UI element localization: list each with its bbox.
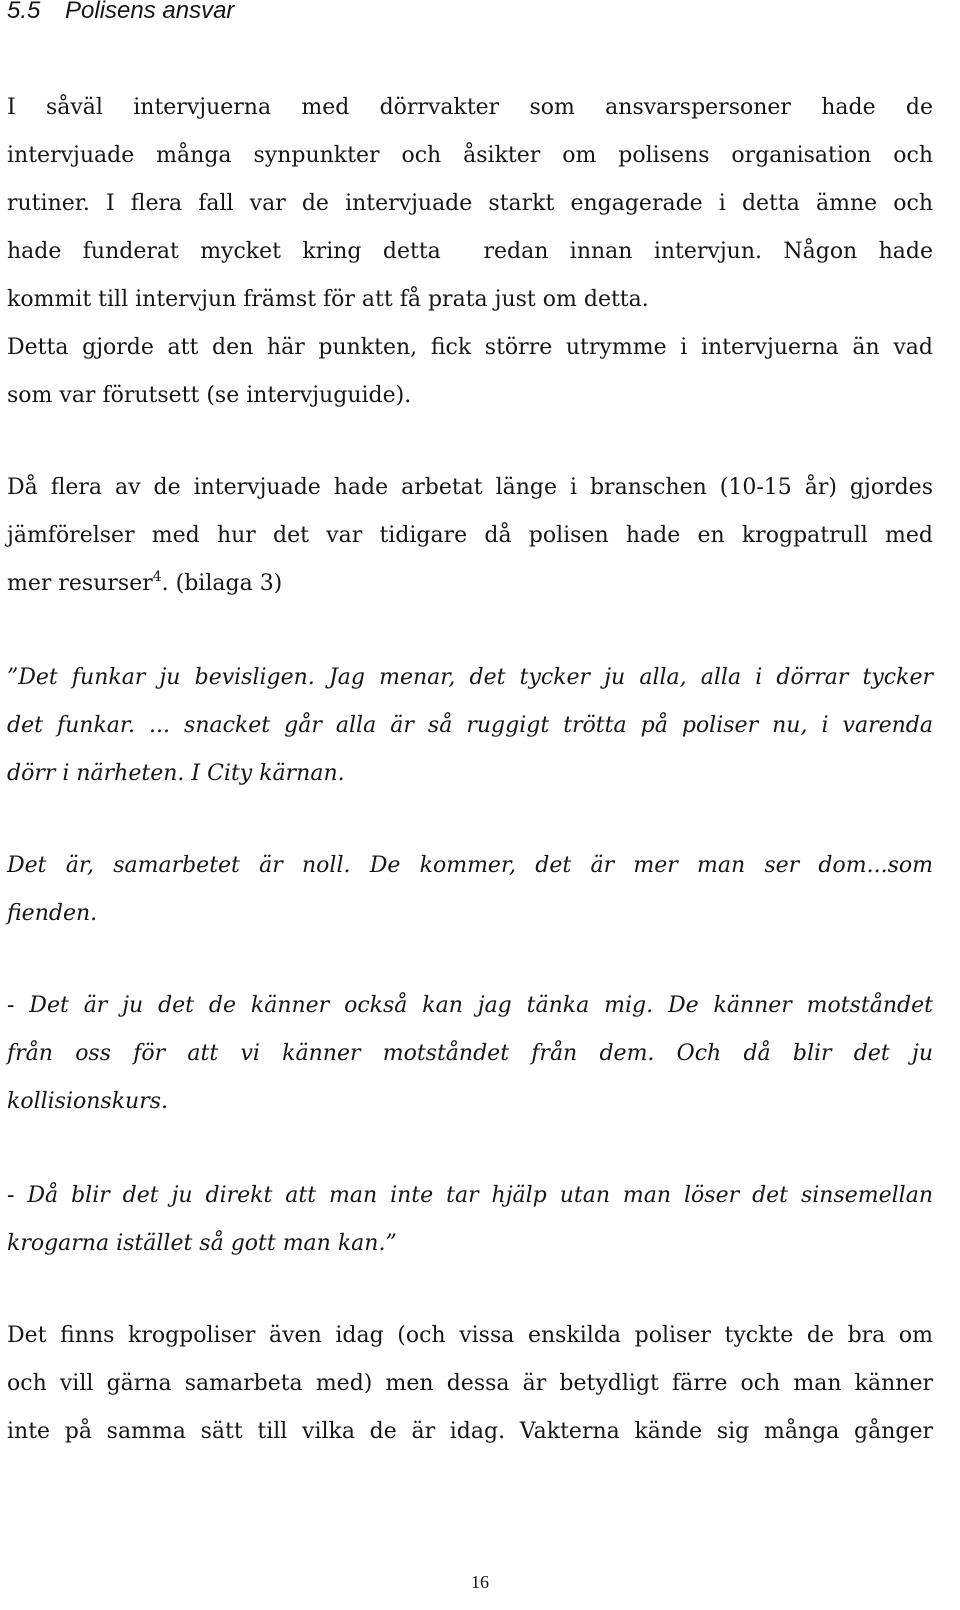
quote-line: från oss för att vi känner motståndet från dem. Och då blir det ju xyxy=(7,1041,933,1066)
inline-text: mer resurser xyxy=(7,571,153,596)
page-number: 16 xyxy=(471,1572,489,1592)
quote-block-4 xyxy=(7,1172,933,1268)
paragraph-comparison xyxy=(7,464,933,608)
quote-block-1 xyxy=(7,654,933,798)
paragraph-line: intervjuade många synpunkter och åsikter om polisens organisation och xyxy=(7,143,933,168)
paragraph-krogpoliser xyxy=(7,1312,933,1456)
paragraph-line: jämförelser med hur det var tidigare då polisen hade en krogpatrull med xyxy=(7,523,933,548)
paragraph-line: rutiner. I flera fall var de intervjuade starkt engagerade i detta ämne och xyxy=(7,191,933,216)
paragraph-line: Då flera av de intervjuade hade arbetat länge i branschen (10-15 år) gjordes xyxy=(7,475,933,500)
paragraph-line: inte på samma sätt till vilka de är idag. Vakterna kände sig många gånger xyxy=(7,1419,933,1444)
paragraph-line: kommit till intervjun främst för att få prata just om detta. xyxy=(7,287,649,312)
paragraph-intro xyxy=(7,84,933,420)
quote-line: Det är, samarbetet är noll. De kommer, det är mer man ser dom...som xyxy=(7,853,933,878)
quote-line: - Det är ju det de känner också kan jag tänka mig. De känner motståndet xyxy=(7,993,933,1018)
footnote-marker: 4 xyxy=(152,569,162,585)
quote-block-3 xyxy=(7,982,933,1126)
paragraph-line: och vill gärna samarbeta med) men dessa är betydligt färre och man känner xyxy=(7,1371,933,1396)
section-title: Polisens ansvar xyxy=(65,0,235,24)
paragraph-line: Detta gjorde att den här punkten, fick större utrymme i intervjuerna än vad xyxy=(7,335,933,360)
paragraph-line: Det finns krogpoliser även idag (och vissa enskilda poliser tyckte de bra om xyxy=(7,1323,933,1348)
quote-line: det funkar. ... snacket går alla är så ruggigt trötta på poliser nu, i varenda xyxy=(7,713,933,738)
quote-line: krogarna istället så gott man kan.” xyxy=(7,1231,397,1256)
quote-block-2 xyxy=(7,842,933,938)
quote-line: kollisionskurs. xyxy=(7,1089,169,1114)
quote-line: dörr i närheten. I City kärnan. xyxy=(7,761,345,786)
section-heading xyxy=(7,0,234,28)
quote-line: - Då blir det ju direkt att man inte tar hjälp utan man löser det sinsemellan xyxy=(7,1183,933,1208)
quote-line: fienden. xyxy=(7,901,98,926)
quote-line: ”Det funkar ju bevisligen. Jag menar, det tycker ju alla, alla i dörrar tycker xyxy=(7,665,933,690)
paragraph-line: I såväl intervjuerna med dörrvakter som ansvarspersoner hade de xyxy=(7,95,933,120)
paragraph-line: som var förutsett (se intervjuguide). xyxy=(7,383,412,408)
paragraph-line: hade funderat mycket kring detta redan innan intervjun. Någon hade xyxy=(7,239,933,264)
section-number: 5.5 xyxy=(7,0,41,24)
paragraph-line xyxy=(7,560,933,608)
inline-text: . (bilaga 3) xyxy=(161,571,283,596)
